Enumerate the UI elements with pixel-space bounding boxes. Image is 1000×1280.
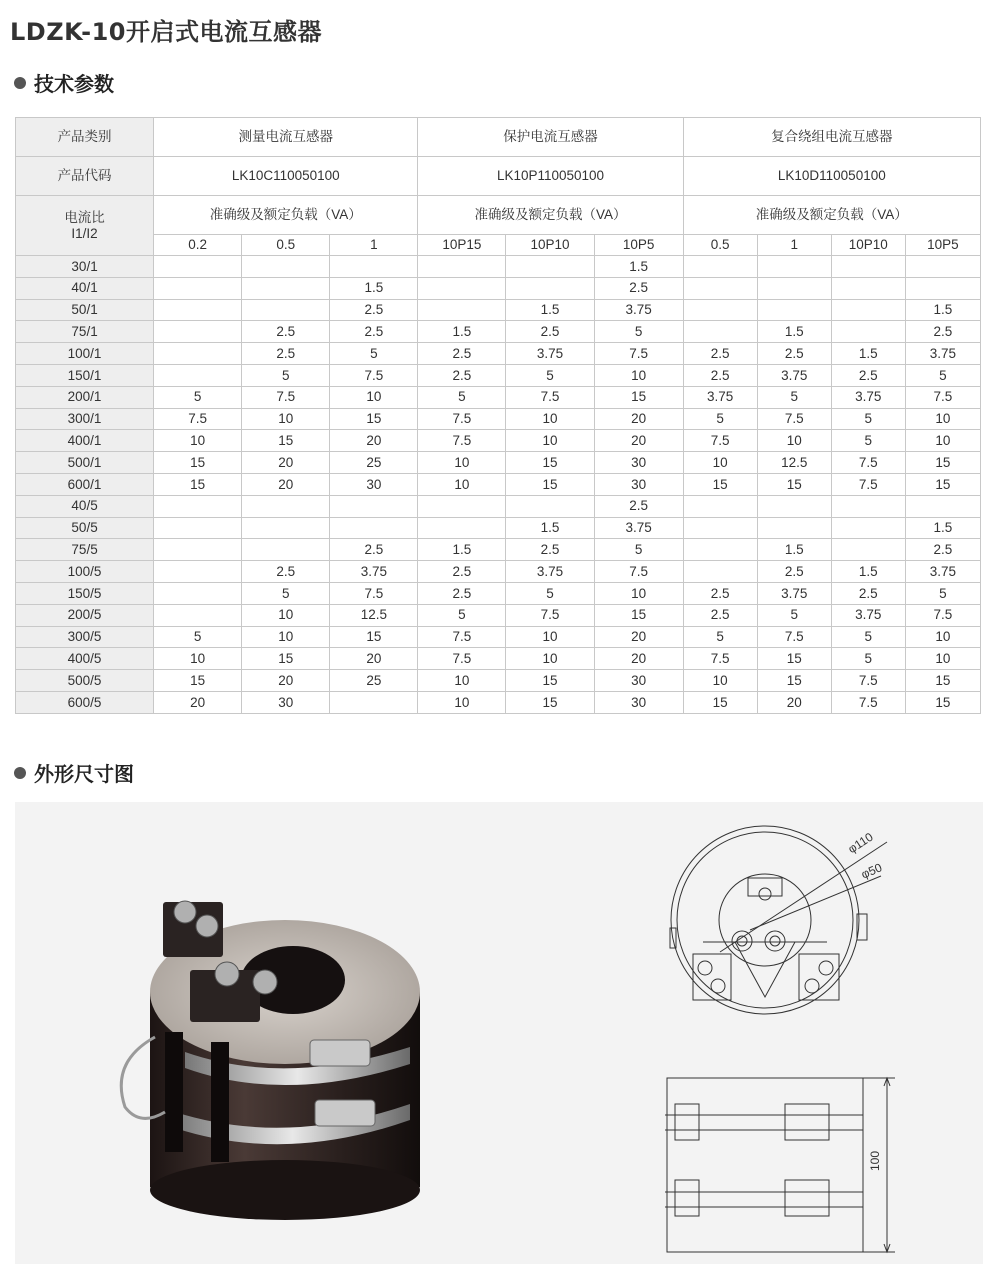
value-cell [242, 277, 330, 299]
value-cell: 15 [506, 452, 594, 474]
value-cell: 15 [242, 648, 330, 670]
value-cell: 3.75 [757, 364, 831, 386]
group-code: LK10D110050100 [683, 157, 980, 196]
value-cell: 10 [506, 430, 594, 452]
ratio-cell: 500/1 [16, 452, 154, 474]
dim-label-height: 100 [868, 1150, 883, 1172]
section-label: 外形尺寸图 [34, 762, 134, 786]
value-cell [905, 256, 980, 278]
ratio-cell: 50/1 [16, 299, 154, 321]
value-cell: 7.5 [831, 452, 905, 474]
value-cell: 15 [330, 626, 418, 648]
value-cell: 3.75 [594, 299, 683, 321]
value-cell: 3.75 [831, 604, 905, 626]
value-cell: 15 [683, 473, 757, 495]
value-cell: 15 [154, 670, 242, 692]
value-cell: 7.5 [831, 473, 905, 495]
value-cell [330, 256, 418, 278]
value-cell: 20 [154, 691, 242, 713]
value-cell: 7.5 [506, 604, 594, 626]
value-cell: 5 [831, 408, 905, 430]
value-cell: 2.5 [506, 539, 594, 561]
value-cell [418, 277, 506, 299]
value-cell: 30 [594, 473, 683, 495]
value-cell [154, 364, 242, 386]
table-row [16, 408, 981, 430]
value-cell [242, 256, 330, 278]
bullet-icon [14, 767, 26, 779]
value-cell: 10 [154, 430, 242, 452]
value-cell: 10 [506, 408, 594, 430]
table-row [16, 386, 981, 408]
value-cell: 3.75 [506, 343, 594, 365]
value-cell: 2.5 [683, 343, 757, 365]
value-cell: 7.5 [418, 408, 506, 430]
class-header: 10P10 [506, 235, 594, 256]
value-cell [683, 517, 757, 539]
value-cell: 2.5 [418, 582, 506, 604]
row-load-header [16, 196, 981, 235]
value-cell [683, 277, 757, 299]
ratio-cell: 200/1 [16, 386, 154, 408]
value-cell: 25 [330, 452, 418, 474]
value-cell: 1.5 [831, 343, 905, 365]
value-cell: 20 [594, 408, 683, 430]
value-cell: 25 [330, 670, 418, 692]
value-cell [242, 299, 330, 321]
value-cell: 5 [594, 539, 683, 561]
value-cell: 7.5 [242, 386, 330, 408]
value-cell [831, 495, 905, 517]
value-cell [242, 539, 330, 561]
value-cell: 1.5 [831, 561, 905, 583]
value-cell: 7.5 [418, 648, 506, 670]
value-cell: 2.5 [418, 561, 506, 583]
ratio-cell: 500/5 [16, 670, 154, 692]
value-cell: 15 [905, 452, 980, 474]
row-code [16, 157, 981, 196]
value-cell: 5 [506, 582, 594, 604]
value-cell [683, 321, 757, 343]
value-cell [154, 604, 242, 626]
ratio-cell: 75/1 [16, 321, 154, 343]
value-cell: 5 [242, 364, 330, 386]
value-cell: 15 [905, 473, 980, 495]
value-cell [154, 495, 242, 517]
value-cell: 7.5 [831, 670, 905, 692]
value-cell: 7.5 [831, 691, 905, 713]
value-cell: 5 [683, 408, 757, 430]
section-heading-dims [14, 758, 134, 787]
value-cell: 15 [330, 408, 418, 430]
value-cell: 3.75 [757, 582, 831, 604]
value-cell: 2.5 [683, 582, 757, 604]
value-cell: 10 [418, 452, 506, 474]
class-header: 0.5 [683, 235, 757, 256]
value-cell: 7.5 [594, 561, 683, 583]
value-cell [506, 256, 594, 278]
value-cell: 5 [831, 648, 905, 670]
value-cell: 7.5 [757, 408, 831, 430]
value-cell [905, 277, 980, 299]
value-cell: 2.5 [594, 277, 683, 299]
value-cell [831, 321, 905, 343]
ratio-cell: 100/1 [16, 343, 154, 365]
ratio-cell: 150/5 [16, 582, 154, 604]
value-cell [831, 256, 905, 278]
value-cell: 5 [154, 626, 242, 648]
value-cell: 3.75 [506, 561, 594, 583]
value-cell [154, 299, 242, 321]
value-cell: 3.75 [905, 561, 980, 583]
table-row [16, 256, 981, 278]
value-cell: 10 [683, 670, 757, 692]
value-cell [418, 299, 506, 321]
value-cell: 2.5 [683, 604, 757, 626]
value-cell [757, 495, 831, 517]
table-row [16, 430, 981, 452]
value-cell: 20 [242, 670, 330, 692]
value-cell [154, 582, 242, 604]
value-cell: 2.5 [905, 321, 980, 343]
spec-table [15, 117, 981, 714]
value-cell: 5 [154, 386, 242, 408]
value-cell [506, 277, 594, 299]
ratio-cell: 600/5 [16, 691, 154, 713]
value-cell: 7.5 [330, 364, 418, 386]
ratio-cell: 40/5 [16, 495, 154, 517]
value-cell: 1.5 [418, 321, 506, 343]
value-cell: 2.5 [330, 539, 418, 561]
value-cell: 15 [757, 648, 831, 670]
value-cell: 5 [683, 626, 757, 648]
table-row [16, 604, 981, 626]
value-cell: 15 [154, 473, 242, 495]
class-header: 10P10 [831, 235, 905, 256]
value-cell: 10 [905, 626, 980, 648]
value-cell [154, 343, 242, 365]
value-cell: 15 [594, 604, 683, 626]
section-label: 技术参数 [34, 72, 114, 96]
table-row [16, 299, 981, 321]
dimension-drawing [15, 802, 983, 1264]
value-cell [683, 561, 757, 583]
ratio-cell: 100/5 [16, 561, 154, 583]
load-header: 准确级及额定负载（VA） [154, 196, 418, 235]
class-header: 0.2 [154, 235, 242, 256]
value-cell: 20 [330, 648, 418, 670]
table-row [16, 277, 981, 299]
value-cell [757, 277, 831, 299]
value-cell: 1.5 [506, 299, 594, 321]
load-header: 准确级及额定负载（VA） [683, 196, 980, 235]
value-cell: 3.75 [594, 517, 683, 539]
value-cell: 10 [905, 430, 980, 452]
section-heading-specs [14, 68, 114, 97]
value-cell: 10 [242, 408, 330, 430]
value-cell: 20 [594, 648, 683, 670]
table-row [16, 473, 981, 495]
value-cell: 2.5 [594, 495, 683, 517]
value-cell: 2.5 [831, 364, 905, 386]
value-cell: 3.75 [831, 386, 905, 408]
value-cell [757, 256, 831, 278]
value-cell: 2.5 [418, 364, 506, 386]
value-cell: 10 [418, 691, 506, 713]
value-cell: 2.5 [330, 299, 418, 321]
value-cell: 15 [242, 430, 330, 452]
ratio-cell: 300/1 [16, 408, 154, 430]
value-cell: 20 [242, 452, 330, 474]
value-cell: 7.5 [683, 648, 757, 670]
value-cell [831, 517, 905, 539]
load-header: 准确级及额定负载（VA） [418, 196, 683, 235]
value-cell [418, 495, 506, 517]
value-cell: 20 [594, 626, 683, 648]
value-cell: 2.5 [683, 364, 757, 386]
value-cell [683, 539, 757, 561]
value-cell: 7.5 [594, 343, 683, 365]
page-title: LDZK-10开启式电流互感器 [10, 18, 322, 46]
value-cell: 2.5 [905, 539, 980, 561]
class-header: 1 [757, 235, 831, 256]
value-cell [418, 517, 506, 539]
value-cell: 2.5 [242, 561, 330, 583]
value-cell: 2.5 [831, 582, 905, 604]
value-cell: 5 [905, 364, 980, 386]
value-cell: 1.5 [757, 539, 831, 561]
value-cell: 10 [683, 452, 757, 474]
value-cell [242, 517, 330, 539]
ratio-cell: 600/1 [16, 473, 154, 495]
value-cell: 10 [154, 648, 242, 670]
value-cell: 7.5 [330, 582, 418, 604]
table-row [16, 452, 981, 474]
row-category [16, 118, 981, 157]
value-cell [154, 256, 242, 278]
value-cell: 10 [905, 648, 980, 670]
value-cell: 15 [757, 473, 831, 495]
table-row [16, 691, 981, 713]
value-cell: 3.75 [683, 386, 757, 408]
table-row [16, 670, 981, 692]
value-cell: 7.5 [154, 408, 242, 430]
value-cell [831, 299, 905, 321]
class-header: 10P15 [418, 235, 506, 256]
value-cell: 15 [506, 691, 594, 713]
value-cell: 1.5 [594, 256, 683, 278]
group-name: 复合绕组电流互感器 [683, 118, 980, 157]
value-cell: 30 [594, 670, 683, 692]
value-cell: 10 [418, 473, 506, 495]
value-cell: 5 [831, 626, 905, 648]
value-cell: 3.75 [330, 561, 418, 583]
value-cell [154, 539, 242, 561]
table-row [16, 495, 981, 517]
value-cell: 2.5 [418, 343, 506, 365]
table-row [16, 561, 981, 583]
table-row [16, 539, 981, 561]
class-header: 10P5 [594, 235, 683, 256]
value-cell: 1.5 [757, 321, 831, 343]
value-cell: 10 [242, 604, 330, 626]
value-cell: 10 [757, 430, 831, 452]
value-cell: 1.5 [418, 539, 506, 561]
value-cell: 5 [418, 604, 506, 626]
value-cell: 5 [757, 604, 831, 626]
value-cell [330, 691, 418, 713]
ratio-cell: 50/5 [16, 517, 154, 539]
value-cell: 10 [418, 670, 506, 692]
value-cell: 2.5 [242, 321, 330, 343]
table-row [16, 364, 981, 386]
value-cell [330, 495, 418, 517]
value-cell [154, 321, 242, 343]
value-cell: 1.5 [905, 299, 980, 321]
value-cell [905, 495, 980, 517]
value-cell: 15 [683, 691, 757, 713]
value-cell [683, 495, 757, 517]
value-cell [831, 277, 905, 299]
value-cell: 15 [905, 670, 980, 692]
value-cell [330, 517, 418, 539]
ratio-cell: 30/1 [16, 256, 154, 278]
value-cell: 5 [506, 364, 594, 386]
value-cell: 7.5 [905, 386, 980, 408]
value-cell [683, 299, 757, 321]
value-cell: 30 [594, 691, 683, 713]
outer-circle [671, 826, 859, 1014]
class-header: 0.5 [242, 235, 330, 256]
value-cell: 5 [831, 430, 905, 452]
class-header: 10P5 [905, 235, 980, 256]
value-cell: 7.5 [418, 626, 506, 648]
value-cell: 12.5 [757, 452, 831, 474]
value-cell: 5 [905, 582, 980, 604]
value-cell: 3.75 [905, 343, 980, 365]
value-cell: 15 [757, 670, 831, 692]
group-code: LK10C110050100 [154, 157, 418, 196]
value-cell [154, 517, 242, 539]
class-header: 1 [330, 235, 418, 256]
value-cell: 5 [242, 582, 330, 604]
value-cell: 10 [905, 408, 980, 430]
value-cell: 1.5 [330, 277, 418, 299]
value-cell [154, 561, 242, 583]
value-cell: 7.5 [506, 386, 594, 408]
value-cell: 15 [506, 670, 594, 692]
table-row [16, 626, 981, 648]
ratio-cell: 400/1 [16, 430, 154, 452]
value-cell: 20 [594, 430, 683, 452]
value-cell: 15 [506, 473, 594, 495]
value-cell: 2.5 [242, 343, 330, 365]
row-classes [16, 235, 981, 256]
value-cell: 15 [594, 386, 683, 408]
bullet-icon [14, 77, 26, 89]
value-cell [154, 277, 242, 299]
dim-label-outer: φ110 [845, 829, 876, 857]
value-cell: 10 [594, 582, 683, 604]
value-cell: 10 [330, 386, 418, 408]
value-cell: 10 [594, 364, 683, 386]
row-label-ratio: 电流比 I1/I2 [16, 196, 154, 256]
group-code: LK10P110050100 [418, 157, 683, 196]
value-cell: 20 [242, 473, 330, 495]
value-cell: 7.5 [905, 604, 980, 626]
value-cell: 2.5 [757, 343, 831, 365]
value-cell: 30 [594, 452, 683, 474]
ratio-cell: 200/5 [16, 604, 154, 626]
ratio-cell: 75/5 [16, 539, 154, 561]
value-cell: 10 [506, 626, 594, 648]
group-name: 保护电流互感器 [418, 118, 683, 157]
table-row [16, 343, 981, 365]
value-cell: 15 [154, 452, 242, 474]
ratio-cell: 400/5 [16, 648, 154, 670]
value-cell: 2.5 [330, 321, 418, 343]
ratio-cell: 300/5 [16, 626, 154, 648]
value-cell: 7.5 [757, 626, 831, 648]
value-cell: 10 [242, 626, 330, 648]
value-cell [242, 495, 330, 517]
row-label: 产品类别 [16, 118, 154, 157]
table-row [16, 582, 981, 604]
value-cell [757, 517, 831, 539]
value-cell: 20 [757, 691, 831, 713]
group-name: 测量电流互感器 [154, 118, 418, 157]
value-cell: 20 [330, 430, 418, 452]
value-cell [757, 299, 831, 321]
ratio-cell: 40/1 [16, 277, 154, 299]
table-row [16, 517, 981, 539]
value-cell: 12.5 [330, 604, 418, 626]
value-cell: 7.5 [683, 430, 757, 452]
value-cell [506, 495, 594, 517]
value-cell: 10 [506, 648, 594, 670]
value-cell: 1.5 [506, 517, 594, 539]
value-cell: 2.5 [506, 321, 594, 343]
row-label: 产品代码 [16, 157, 154, 196]
value-cell: 5 [594, 321, 683, 343]
table-row [16, 648, 981, 670]
value-cell: 5 [757, 386, 831, 408]
value-cell [418, 256, 506, 278]
dim-label-inner: φ50 [859, 860, 885, 882]
value-cell: 1.5 [905, 517, 980, 539]
value-cell: 15 [905, 691, 980, 713]
figure-panel [15, 802, 983, 1264]
value-cell: 7.5 [418, 430, 506, 452]
value-cell [683, 256, 757, 278]
value-cell: 5 [330, 343, 418, 365]
value-cell: 30 [242, 691, 330, 713]
value-cell: 2.5 [757, 561, 831, 583]
value-cell: 30 [330, 473, 418, 495]
value-cell [831, 539, 905, 561]
value-cell: 5 [418, 386, 506, 408]
ratio-cell: 150/1 [16, 364, 154, 386]
table-row [16, 321, 981, 343]
